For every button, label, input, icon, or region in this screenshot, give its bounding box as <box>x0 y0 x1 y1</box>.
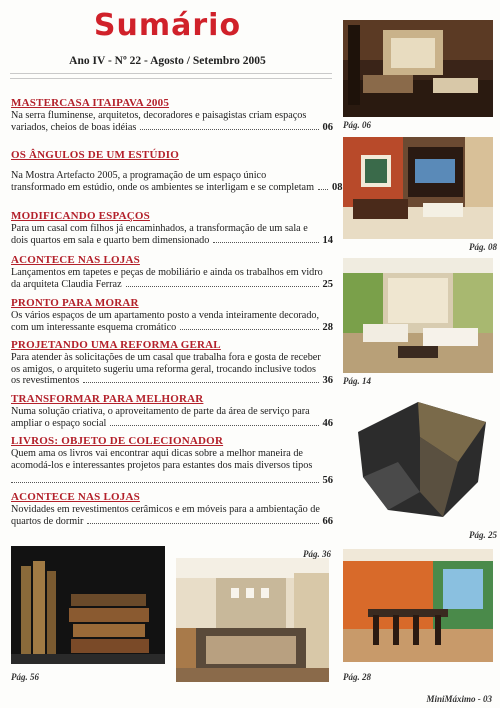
issue-info: Ano IV - Nº 22 - Agosto / Setembro 2005 <box>69 55 266 67</box>
photo-page-28 <box>343 549 493 662</box>
toc-entry-title: ACONTECE NAS LOJAS <box>11 254 140 266</box>
photo-page-06 <box>343 20 493 117</box>
photo-page-56 <box>11 546 165 664</box>
toc-entry-desc: Na Mostra Artefacto 2005, a programação de um espaço único <box>11 170 267 181</box>
toc-page-number: 06 <box>322 121 333 133</box>
toc-entry-desc: os amigos, o arquiteto sugeriu uma reforma geral, trocando inclusive todos <box>11 363 316 375</box>
caption-page-25: Pág. 25 <box>469 530 497 540</box>
toc-entry-desc: Os vários espaços de um apartamento posto a venda inteiramente decorado, <box>11 310 320 321</box>
toc-entry-estudio[interactable]: OS ÂNGULOS DE UM ESTÚDIO Na Mostra Artefacto 2005, a programação de um espaço único transformado em estúdio, onde os ambientes se interligam e se completam 08 <box>11 149 343 193</box>
toc-entry-modificando[interactable]: MODIFICANDO ESPAÇOS Para um casal com filhos já encaminhados, a transformação de um sala e dois quartos em sala e quarto bem dimensionado 14 <box>11 210 333 246</box>
toc-entry-title: MODIFICANDO ESPAÇOS <box>11 210 150 222</box>
toc-page-number: 14 <box>322 234 333 246</box>
photo-page-25 <box>348 392 493 527</box>
toc-page-number: 36 <box>322 375 333 387</box>
header-divider-2 <box>10 78 332 79</box>
header-divider <box>10 73 332 74</box>
toc-page-number: 28 <box>322 321 333 333</box>
toc-entry-acontece-1[interactable]: ACONTECE NAS LOJAS Lançamentos em tapetes e peças de mobiliário e ainda os trabalhos em vidro da arquiteta Claudia Ferraz 25 <box>11 254 333 290</box>
toc-entry-desc: Lançamentos em tapetes e peças de mobiliário e ainda os trabalhos em vidro <box>11 267 323 278</box>
caption-page-36: Pág. 36 <box>303 549 331 559</box>
toc-entry-title: ACONTECE NAS LOJAS <box>11 491 140 503</box>
photo-page-08 <box>343 137 493 239</box>
caption-page-28: Pág. 28 <box>343 672 371 682</box>
toc-page-number: 46 <box>322 417 333 429</box>
toc-entry-desc: Na serra fluminense, arquitetos, decoradores e paisagistas criam espaços <box>11 110 307 121</box>
toc-page-number: 56 <box>322 475 333 487</box>
toc-entry-desc: Quem ama os livros vai encontrar aqui dicas sobre a melhor maneira de <box>11 448 303 459</box>
toc-page-number: 08 <box>332 181 343 193</box>
caption-page-14: Pág. 14 <box>343 376 371 386</box>
photo-page-36 <box>176 558 329 682</box>
page-title: Sumário <box>93 8 242 43</box>
toc-entry-acontece-2[interactable]: ACONTECE NAS LOJAS Novidades em revestimentos cerâmicos e em móveis para a ambientação de quartos de dormir 66 <box>11 491 333 527</box>
toc-entry-transformar[interactable]: TRANSFORMAR PARA MELHORAR Numa solução criativa, o aproveitamento de parte da área de serviço para ampliar o espaço social 46 <box>11 393 333 429</box>
toc-entry-mastercasa[interactable]: MASTERCASA ITAIPAVA 2005 Na serra fluminense, arquitetos, decoradores e paisagistas criam espaços variados, cheios de boas idéias 06 <box>11 97 333 133</box>
toc-entry-desc: Para atender às solicitações de um casal que trabalha fora e gosta de receber <box>11 352 321 363</box>
photo-page-14 <box>343 258 493 373</box>
toc-entry-title: TRANSFORMAR PARA MELHORAR <box>11 393 204 405</box>
toc-entry-reforma[interactable]: PROJETANDO UMA REFORMA GERAL Para atender às solicitações de um casal que trabalha fora e gosta de receber os amigos, o arquiteto sugeriu uma reforma geral, trocando inclusive todos os revestimentos 36 <box>11 339 333 387</box>
header <box>0 0 335 80</box>
toc-entry-title: LIVROS: OBJETO DE COLECIONADOR <box>11 435 224 447</box>
toc-entry-title: MASTERCASA ITAIPAVA 2005 <box>11 97 170 109</box>
toc-entry-desc: Para um casal com filhos já encaminhados, a transformação de um sala e <box>11 223 308 234</box>
toc-entry-desc: acomodá-los e interessantes projetos para estantes dos mais diversos tipos <box>11 459 313 471</box>
toc-entry-title: OS ÂNGULOS DE UM ESTÚDIO <box>11 149 179 161</box>
toc-entry-title: PRONTO PARA MORAR <box>11 297 139 309</box>
toc-page-number: 66 <box>322 515 333 527</box>
toc-entry-desc: Novidades em revestimentos cerâmicos e em móveis para a ambientação de <box>11 504 320 515</box>
caption-page-08: Pág. 08 <box>469 242 497 252</box>
toc-entry-desc: Numa solução criativa, o aproveitamento de parte da área de serviço para <box>11 406 310 417</box>
toc-page-number: 25 <box>322 278 333 290</box>
page-footer: MiniMáximo - 03 <box>426 694 492 704</box>
toc-entry-livros[interactable] <box>11 435 333 487</box>
caption-page-56: Pág. 56 <box>11 672 39 682</box>
toc-entry-pronto[interactable]: PRONTO PARA MORAR Os vários espaços de um apartamento posto a venda inteiramente decorado, com um interessante esquema cromático 28 <box>11 297 333 333</box>
toc-entry-title: PROJETANDO UMA REFORMA GERAL <box>11 339 221 351</box>
caption-page-06: Pág. 06 <box>343 120 371 130</box>
